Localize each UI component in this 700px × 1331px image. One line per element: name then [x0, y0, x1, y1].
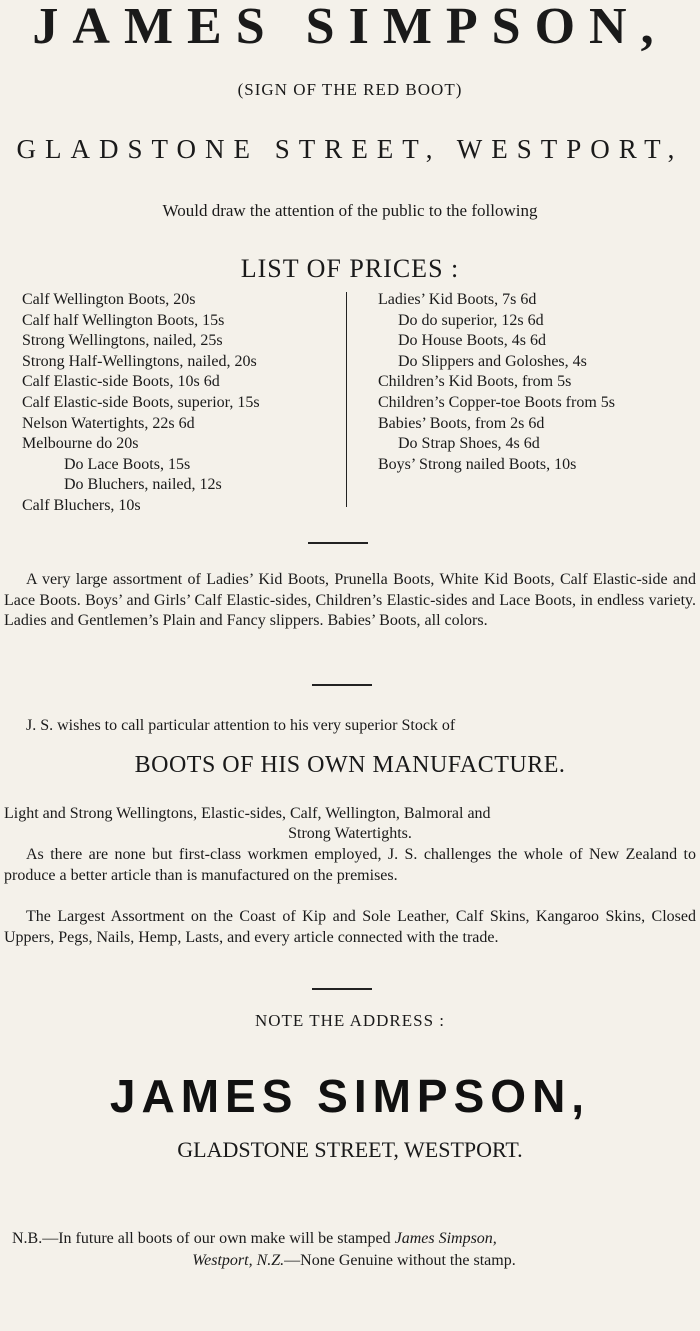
merchant-name-footer: JAMES SIMPSON,	[109, 1070, 591, 1122]
assortment-paragraph: A very large assortment of Ladies’ Kid Boots, Prunella Boots, White Kid Boots, Calf Elastic-side and Lace Boots. Boys’ and Girls’ Calf Elastic-sides, Children’s Elastic-sides and Lace Boots, in endless variety. Ladies and Gentlemen’s Plain and Fancy slippers. Babies’ Boots, all colors.	[4, 571, 696, 629]
price-list-left	[22, 290, 342, 517]
address-heading: GLADSTONE STREET, WESTPORT,	[16, 134, 684, 164]
price-item: Do do superior, 12s 6d	[398, 311, 544, 329]
address-footer: GLADSTONE STREET, WESTPORT.	[177, 1137, 523, 1162]
merchant-name-heading: JAMES SIMPSON,	[32, 0, 668, 55]
price-item: Calf Elastic-side Boots, superior, 15s	[22, 393, 260, 411]
price-item: Do House Boots, 4s 6d	[398, 332, 547, 350]
price-item: Melbourne do 20s	[22, 435, 139, 453]
price-item: Do Lace Boots, 15s	[64, 455, 191, 473]
nb-place: Westport, N.Z.	[192, 1252, 285, 1269]
nb-text: N.B.—In future all boots of our own make will be stamped	[12, 1230, 391, 1247]
price-item: Children’s Kid Boots, from 5s	[378, 373, 572, 391]
divider-rule	[308, 542, 368, 544]
price-item: Calf Wellington Boots, 20s	[22, 291, 196, 308]
shop-sign-subtitle: (SIGN OF THE RED BOOT)	[237, 80, 463, 99]
stock-paragraph: J. S. wishes to call particular attention to his very superior Stock of	[26, 717, 456, 734]
price-item: Babies’ Boots, from 2s 6d	[378, 414, 545, 432]
attention-line: Would draw the attention of the public to the following	[162, 201, 538, 220]
price-item: Calf half Wellington Boots, 15s	[22, 311, 225, 329]
price-list-heading: LIST OF PRICES :	[240, 254, 460, 283]
manufacture-line: Light and Strong Wellingtons, Elastic-sides, Calf, Wellington, Balmoral and	[4, 805, 491, 822]
price-item: Ladies’ Kid Boots, 7s 6d	[378, 291, 537, 308]
price-item: Do Strap Shoes, 4s 6d	[398, 435, 540, 453]
nb-notice	[12, 1228, 696, 1272]
price-item: Do Slippers and Goloshes, 4s	[398, 352, 587, 370]
price-list-right	[378, 290, 698, 475]
workmen-paragraph: As there are none but first-class workmen employed, J. S. challenges the whole of New Zealand to produce a better article than is manufactured on the premises.	[4, 846, 696, 884]
price-item: Do Bluchers, nailed, 12s	[64, 476, 222, 494]
price-item: Calf Bluchers, 10s	[22, 496, 141, 514]
price-item: Strong Wellingtons, nailed, 25s	[22, 332, 223, 350]
column-divider	[346, 292, 347, 507]
manufacture-heading: BOOTS OF HIS OWN MANUFACTURE.	[134, 752, 566, 778]
note-address-line: NOTE THE ADDRESS :	[254, 1011, 446, 1030]
price-item: Strong Half-Wellingtons, nailed, 20s	[22, 352, 257, 370]
divider-rule	[312, 988, 372, 990]
price-item: Boys’ Strong nailed Boots, 10s	[378, 455, 577, 473]
manufacture-line: Strong Watertights.	[288, 825, 412, 842]
divider-rule	[312, 684, 372, 686]
price-item: Calf Elastic-side Boots, 10s 6d	[22, 373, 220, 391]
price-item: Children’s Copper-toe Boots from 5s	[378, 393, 615, 411]
nb-signature: James Simpson,	[394, 1230, 497, 1247]
leather-paragraph: The Largest Assortment on the Coast of Kip and Sole Leather, Calf Skins, Kangaroo Skins, Closed Uppers, Pegs, Nails, Hemp, Lasts, and every article connected with the trade.	[4, 908, 696, 946]
price-item: Nelson Watertights, 22s 6d	[22, 414, 195, 432]
nb-suffix: —None Genuine without the stamp.	[284, 1252, 516, 1269]
